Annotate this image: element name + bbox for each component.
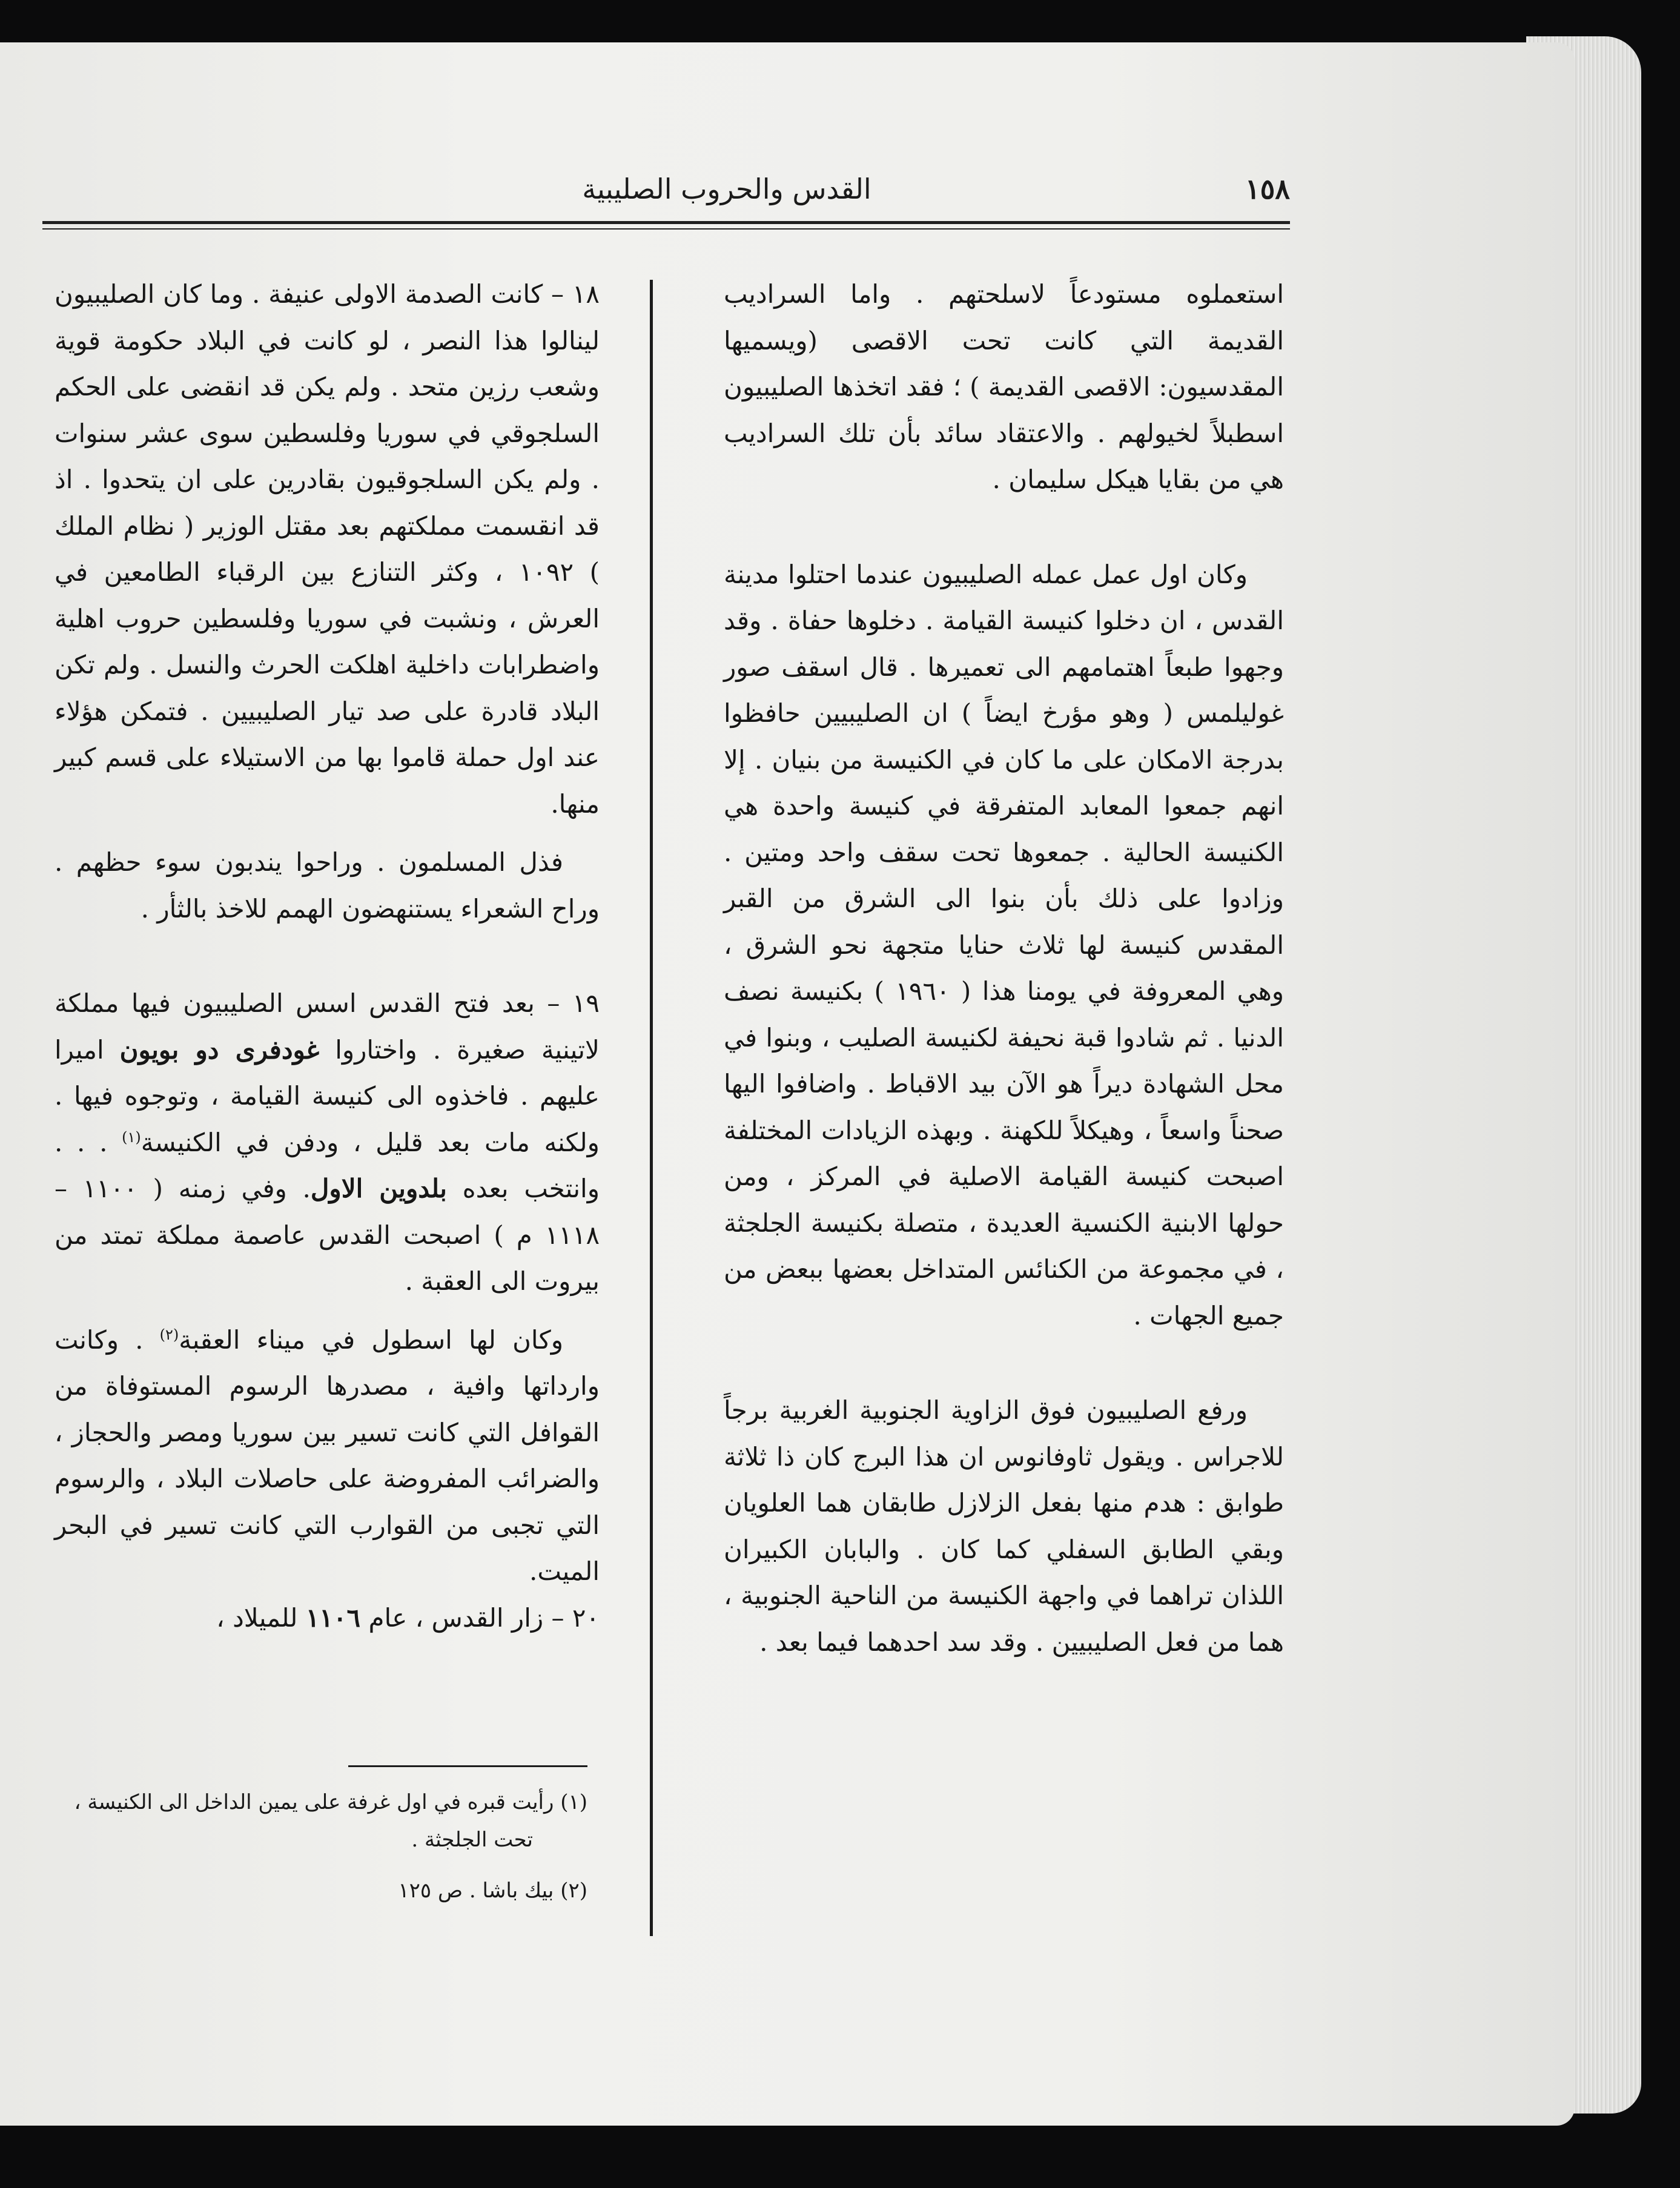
text-run: . . . وانتخب بعده xyxy=(55,1127,600,1203)
paragraph-gap xyxy=(55,827,600,839)
footnote-1-continued: تحت الجلجثة . xyxy=(411,1828,533,1852)
footnote-ref-2: (٢) xyxy=(159,1326,179,1343)
page-header xyxy=(42,173,1290,215)
footnotes xyxy=(55,1783,587,1909)
paragraph-18-continued: فذل المسلمون . وراحوا يندبون سوء حظهم . وراح الشعراء يستنهضون الهمم للاخذ بالثأر . xyxy=(55,847,600,924)
running-title: القدس والحروب الصليبية xyxy=(582,173,871,205)
footnote-1: (١) رأيت قبره في اول غرفة على يمين الداخل الى الكنيسة ، xyxy=(74,1790,587,1814)
paragraph: وكان اول عمل عمله الصليبيون عندما احتلوا مدينة القدس ، ان دخلوا كنيسة القيامة . دخلوها حفاة . وقد وجهوا طبعاً اهتمامهم الى تعميرها . قال اسقف صور غوليلمس ( وهو مؤرخ ايضاً ) ان الصليبيين حافظوا بدرجة الامكان على ما كان في الكنيسة من بنيان . إلا انهم جمعوا المعابد المتفرقة في كنيسة واحدة هي الكنيسة الحالية . جمعوها تحت سقف واحد ومتين . وزادوا على ذلك بأن بنوا الى الشرق من القبر المقدس كنيسة لها ثلاث حنايا متجهة نحو الشرق ، وهي المعروفة في يومنا هذا ( ١٩٦٠ ) بكنيسة نصف الدنيا . ثم شادوا قبة نحيفة لكنيسة الصليب ، وبنوا في محل الشهادة ديراً هو الآن بيد الاقباط . واضافوا اليها صحناً واسعاً ، وهيكلاً للكهنة . وبهذه الزيادات المختلفة اصبحت كنيسة القيامة الاصلية في المركز ، ومن حولها الابنية الكنسية العديدة ، متصلة بكنيسة الجلجثة ، في مجموعة من الكنائس المتداخل بعضها ببعض من جميع الجهات . xyxy=(724,559,1284,1330)
text-run: ١٩ – بعد فتح القدس اسس الصليبيون فيها مملكة لاتينية صغيرة . واختاروا xyxy=(55,988,600,1065)
header-rule-thick xyxy=(42,221,1290,224)
paragraph-gap xyxy=(724,503,1284,552)
column-divider xyxy=(650,280,653,1936)
text-run: . وفي زمنه ( ١١٠٠ – ١١١٨ م ) اصبحت القدس عاصمة مملكة تمتد من بيروت الى العقبة . xyxy=(55,1174,600,1296)
footnote-gap xyxy=(55,1859,587,1872)
footnote-separator xyxy=(348,1765,587,1767)
year-1106: ١١٠٦ xyxy=(305,1602,361,1633)
paragraph-gap xyxy=(724,1339,1284,1387)
text-run: . وكانت وارداتها وافية ، مصدرها الرسوم المستوفاة من القوافل التي كانت تسير بين سوريا ومصر والحجاز ، والضرائب المفروضة على حاصلات البلاد ، والرسوم التي تجبى من القوارب التي كانت تسير في البحر الميت. xyxy=(55,1324,600,1586)
text-run: اميرا عليهم . فاخذوه الى كنيسة القيامة ، وتوجوه فيها . ولكنه مات بعد قليل ، ودفن في الكنيسة xyxy=(55,1034,600,1157)
page-number: ١٥٨ xyxy=(1245,173,1290,205)
text-run: ٢٠ – زار القدس ، عام xyxy=(368,1602,600,1633)
name-godfrey: غودفرى دو بويون xyxy=(119,1034,320,1065)
paragraph-20 xyxy=(55,1595,600,1642)
footnote-ref-1: (١) xyxy=(122,1128,141,1146)
paragraph-19 xyxy=(55,980,600,1305)
text-run: للميلاد ، xyxy=(216,1602,298,1633)
paragraph-19-continued xyxy=(55,1317,600,1595)
paragraph-gap xyxy=(55,1305,600,1317)
paragraph: ورفع الصليبيون فوق الزاوية الجنوبية الغربية برجاً للاجراس . ويقول ثاوفانوس ان هذا البرج كان ذا ثلاثة طوابق : هدم منها بفعل الزلازل طابقان هما العلويان وبقي الطابق السفلي كما كان . والبابان الكبيران اللذان تراهما في واجهة الكنيسة من الناحية الجنوبية ، هما من فعل الصليبيين . وقد سد احدهما فيما بعد . xyxy=(724,1395,1284,1657)
right-column xyxy=(724,271,1284,1665)
left-column xyxy=(55,271,600,1641)
paragraph: استعملوه مستودعاً لاسلحتهم . واما السراديب القديمة التي كانت تحت الاقصى (ويسميها المقدسيون: الاقصى القديمة ) ؛ فقد اتخذها الصليبيون اسطبلاً لخيولهم . والاعتقاد سائد بأن تلك السراديب هي من بقايا هيكل سليمان . xyxy=(724,279,1284,494)
paragraph-gap xyxy=(55,932,600,980)
text-run: وكان لها اسطول في ميناء العقبة xyxy=(179,1324,563,1355)
footnote-2: (٢) بيك باشا . ص ١٢٥ xyxy=(398,1879,587,1903)
name-baldwin: بلدوين الاول xyxy=(310,1174,447,1203)
header-rule-thin xyxy=(42,228,1290,230)
paragraph-18: ١٨ – كانت الصدمة الاولى عنيفة . وما كان الصليبيون لينالوا هذا النصر ، لو كانت في البلاد حكومة قوية وشعب رزين متحد . ولم يكن قد انقضى على الحكم السلجوقي في سوريا وفلسطين سوى عشر سنوات . ولم يكن السلجوقيون بقادرين على ان يتحدوا . اذ قد انقسمت مملكتهم بعد مقتل الوزير ( نظام الملك ) ١٠٩٢ ، وكثر التنازع بين الرقباء الطامعين في العرش ، ونشبت في سوريا وفلسطين حروب اهلية واضطرابات داخلية اهلكت الحرث والنسل . ولم تكن البلاد قادرة على صد تيار الصليبيين . فتمكن هؤلاء عند اول حملة قاموا بها من الاستيلاء على قسم كبير منها. xyxy=(55,279,600,819)
